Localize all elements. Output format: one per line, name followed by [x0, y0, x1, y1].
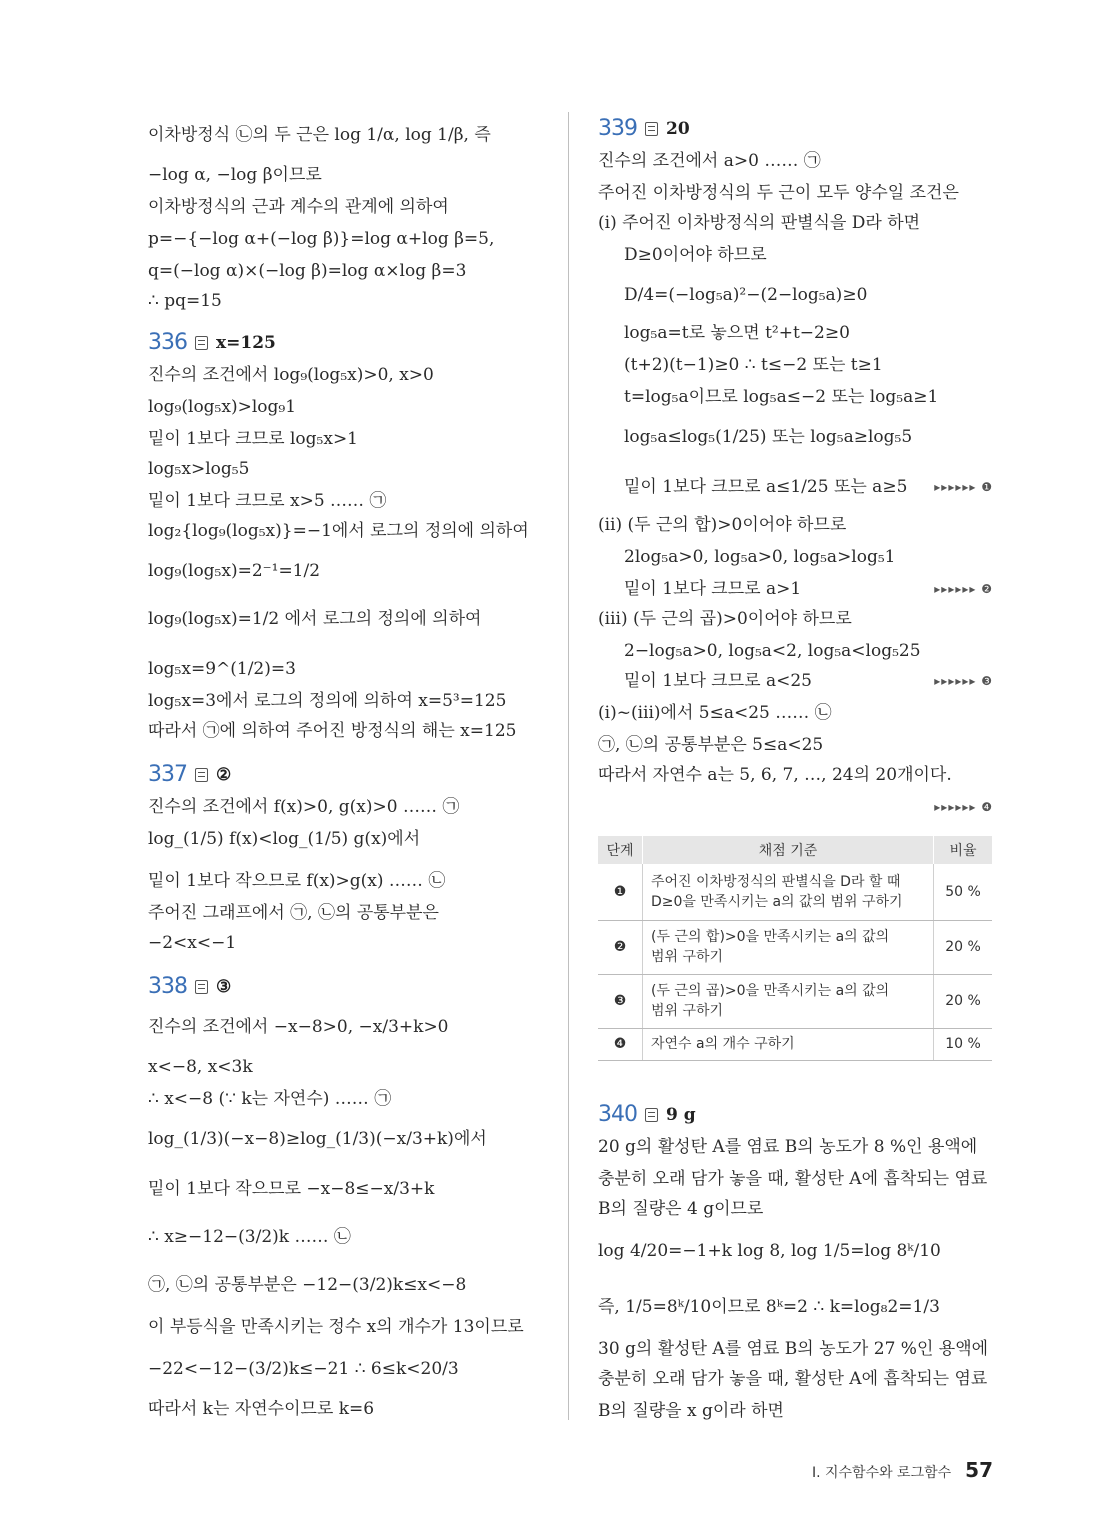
text-line: D/4=(−log₅a)²−(2−log₅a)≥0: [624, 285, 868, 305]
text-line: log₅a≤log₅(1/25) 또는 log₅a≥log₅5: [624, 427, 913, 447]
table-header-row: [598, 836, 992, 864]
answer-icon: [645, 1108, 658, 1122]
answer-icon: [195, 336, 208, 350]
text-line: log₂{log₉(log₅x)}=−1에서 로그의 정의에 의하여: [148, 521, 529, 541]
table-row: [598, 974, 992, 1028]
problem-number: 340: [598, 1102, 637, 1127]
text-line: p=−{−log α+(−log β)}=log α+log β=5,: [148, 229, 495, 249]
text-line: 이차방정식의 근과 계수의 관계에 의하여: [148, 197, 449, 217]
criterion-cell: [643, 920, 934, 974]
problem-answer: x=125: [216, 332, 276, 353]
answer-icon: [195, 768, 208, 782]
text-line: 밑이 1보다 크므로 log₅x>1: [148, 429, 358, 449]
step-cell: ❸: [598, 974, 643, 1028]
problem-answer: 20: [666, 118, 690, 139]
column-header: 채점 기준: [643, 836, 934, 864]
text-line: log₅x=3에서 로그의 정의에 의하여 x=5³=125: [148, 691, 507, 711]
column-header: 비율: [934, 836, 993, 864]
text-line: ㉠, ㉡의 공통부분은 −12−(3/2)k≤x<−8: [148, 1275, 467, 1295]
problem-number: 338: [148, 974, 187, 999]
problem-answer: 9 g: [666, 1104, 696, 1125]
text-line: 이 부등식을 만족시키는 정수 x의 개수가 13이므로: [148, 1317, 524, 1337]
text-line: 즉, 1/5=8ᵏ/10이므로 8ᵏ=2 ∴ k=log₈2=1/3: [598, 1297, 940, 1317]
problem-answer: ③: [216, 976, 232, 997]
criterion-cell: [643, 974, 934, 1028]
criterion-line: (두 근의 곱)>0을 만족시키는 a의 값의: [651, 983, 890, 999]
text-line: 진수의 조건에서 f(x)>0, g(x)>0 …… ㉠: [148, 797, 460, 817]
text-line: −2<x<−1: [148, 933, 237, 953]
text-line: 따라서 자연수 a는 5, 6, 7, …, 24의 20개이다.: [598, 765, 952, 785]
problem-header-339: [598, 116, 690, 141]
text-line: 주어진 이차방정식의 두 근이 모두 양수일 조건은: [598, 183, 959, 203]
text-line: (ⅱ) (두 근의 합)>0이어야 하므로: [598, 515, 847, 535]
step-cell: ❶: [598, 864, 643, 920]
problem-number: 336: [148, 330, 187, 355]
problem-header-340: [598, 1102, 696, 1127]
text-line: (t+2)(t−1)≥0 ∴ t≤−2 또는 t≥1: [624, 355, 883, 375]
text-line: q=(−log α)×(−log β)=log α×log β=3: [148, 261, 467, 281]
text-line: log₉(log₅x)=1/2 에서 로그의 정의에 의하여: [148, 609, 482, 629]
text-line: log_(1/3)(−x−8)≥log_(1/3)(−x/3+k)에서: [148, 1129, 487, 1149]
text-line: (ⅰ) 주어진 이차방정식의 판별식을 D라 하면: [598, 213, 921, 233]
text-line: 20 g의 활성탄 A를 염료 B의 농도가 8 %인 용액에: [598, 1137, 978, 1157]
text-line: B의 질량을 x g이라 하면: [598, 1401, 784, 1421]
criterion-line: 주어진 이차방정식의 판별식을 D라 할 때: [651, 873, 901, 890]
text-line: 진수의 조건에서 −x−8>0, −x/3+k>0: [148, 1017, 449, 1037]
text-line: B의 질량은 4 g이므로: [598, 1199, 764, 1219]
text-line: 밑이 1보다 크므로 x>5 …… ㉠: [148, 491, 387, 511]
criterion-line: 자연수 a의 개수 구하기: [651, 1036, 795, 1052]
step-cell: ❷: [598, 920, 643, 974]
criterion-line: 범위 구하기: [651, 1003, 724, 1019]
table-row: [598, 1028, 992, 1060]
text-line: 이차방정식 ㉡의 두 근은 log 1/α, log 1/β, 즉: [148, 125, 491, 145]
text-line: ㉠, ㉡의 공통부분은 5≤a<25: [598, 735, 824, 755]
text-line: log₅x>log₅5: [148, 459, 250, 479]
text-line: log 4/20=−1+k log 8, log 1/5=log 8ᵏ/10: [598, 1241, 941, 1261]
text-line: 30 g의 활성탄 A를 염료 B의 농도가 27 %인 용액에: [598, 1339, 989, 1359]
text-line: 진수의 조건에서 log₉(log₅x)>0, x>0: [148, 365, 434, 385]
text-line: ∴ pq=15: [148, 291, 222, 311]
step-marker-4: ▸▸▸▸▸▸ ❹: [934, 800, 993, 814]
footer-section-title: Ⅰ. 지수함수와 로그함수: [811, 1465, 952, 1481]
page-number: 57: [965, 1458, 993, 1482]
step-marker-2: ▸▸▸▸▸▸ ❷: [934, 582, 993, 596]
ratio-cell: 20 %: [934, 920, 993, 974]
column-header: 단계: [598, 836, 643, 864]
ratio-cell: 10 %: [934, 1028, 993, 1060]
text-line: 밑이 1보다 작으므로 f(x)>g(x) …… ㉡: [148, 871, 446, 891]
text-line: (ⅰ)~(ⅲ)에서 5≤a<25 …… ㉡: [598, 703, 832, 723]
text-line: 진수의 조건에서 a>0 …… ㉠: [598, 151, 821, 171]
page-footer: [800, 1458, 993, 1482]
text-line: (ⅲ) (두 근의 곱)>0이어야 하므로: [598, 609, 852, 629]
table-row: [598, 920, 992, 974]
rubric-table: [598, 836, 992, 1061]
criterion-line: 범위 구하기: [651, 949, 724, 965]
text-line: x<−8, x<3k: [148, 1057, 253, 1077]
text-line: t=log₅a이므로 log₅a≤−2 또는 log₅a≥1: [624, 387, 939, 407]
problem-header-338: [148, 974, 231, 999]
answer-icon: [195, 980, 208, 994]
text-line: 2−log₅a>0, log₅a<2, log₅a<log₅25: [624, 641, 921, 661]
text-line: 밑이 1보다 작으므로 −x−8≤−x/3+k: [148, 1179, 435, 1199]
problem-header-336: [148, 330, 276, 355]
step-marker-1: ▸▸▸▸▸▸ ❶: [934, 480, 993, 494]
text-line: log₅a=t로 놓으면 t²+t−2≥0: [624, 323, 850, 343]
criterion-line: (두 근의 합)>0을 만족시키는 a의 값의: [651, 929, 890, 945]
text-line: 따라서 ㉠에 의하여 주어진 방정식의 해는 x=125: [148, 721, 517, 741]
ratio-cell: 20 %: [934, 974, 993, 1028]
text-line: log₉(log₅x)=2⁻¹=1/2: [148, 561, 321, 581]
text-line: 따라서 k는 자연수이므로 k=6: [148, 1399, 375, 1419]
column-divider: [568, 112, 569, 1420]
text-line: 충분히 오래 담가 놓을 때, 활성탄 A에 흡착되는 염료: [598, 1369, 988, 1389]
text-line: D≥0이어야 하므로: [624, 245, 767, 265]
text-line: log₅x=9^(1/2)=3: [148, 659, 296, 679]
text-line: 밑이 1보다 크므로 a<25: [624, 671, 812, 691]
answer-icon: [645, 122, 658, 136]
table-row: [598, 864, 992, 920]
problem-header-337: [148, 762, 231, 787]
text-line: 충분히 오래 담가 놓을 때, 활성탄 A에 흡착되는 염료: [598, 1169, 988, 1189]
text-line: 2log₅a>0, log₅a>0, log₅a>log₅1: [624, 547, 896, 567]
text-line: 밑이 1보다 크므로 a≤1/25 또는 a≥5: [624, 477, 908, 497]
text-line: log₉(log₅x)>log₉1: [148, 397, 297, 417]
text-line: −log α, −log β이므로: [148, 165, 322, 185]
text-line: ∴ x<−8 (∵ k는 자연수) …… ㉠: [148, 1089, 392, 1109]
problem-number: 339: [598, 116, 637, 141]
text-line: 주어진 그래프에서 ㉠, ㉡의 공통부분은: [148, 903, 439, 923]
criterion-cell: [643, 864, 934, 920]
text-line: −22<−12−(3/2)k≤−21 ∴ 6≤k<20/3: [148, 1359, 459, 1379]
problem-answer: ②: [216, 764, 232, 785]
criterion-line: D≥0을 만족시키는 a의 값의 범위 구하기: [651, 893, 903, 910]
criterion-cell: [643, 1028, 934, 1060]
text-line: 밑이 1보다 크므로 a>1: [624, 579, 802, 599]
step-cell: ❹: [598, 1028, 643, 1060]
ratio-cell: 50 %: [934, 864, 993, 920]
step-marker-3: ▸▸▸▸▸▸ ❸: [934, 674, 993, 688]
problem-number: 337: [148, 762, 187, 787]
text-line: log_(1/5) f(x)<log_(1/5) g(x)에서: [148, 829, 421, 849]
text-line: ∴ x≥−12−(3/2)k …… ㉡: [148, 1227, 351, 1247]
